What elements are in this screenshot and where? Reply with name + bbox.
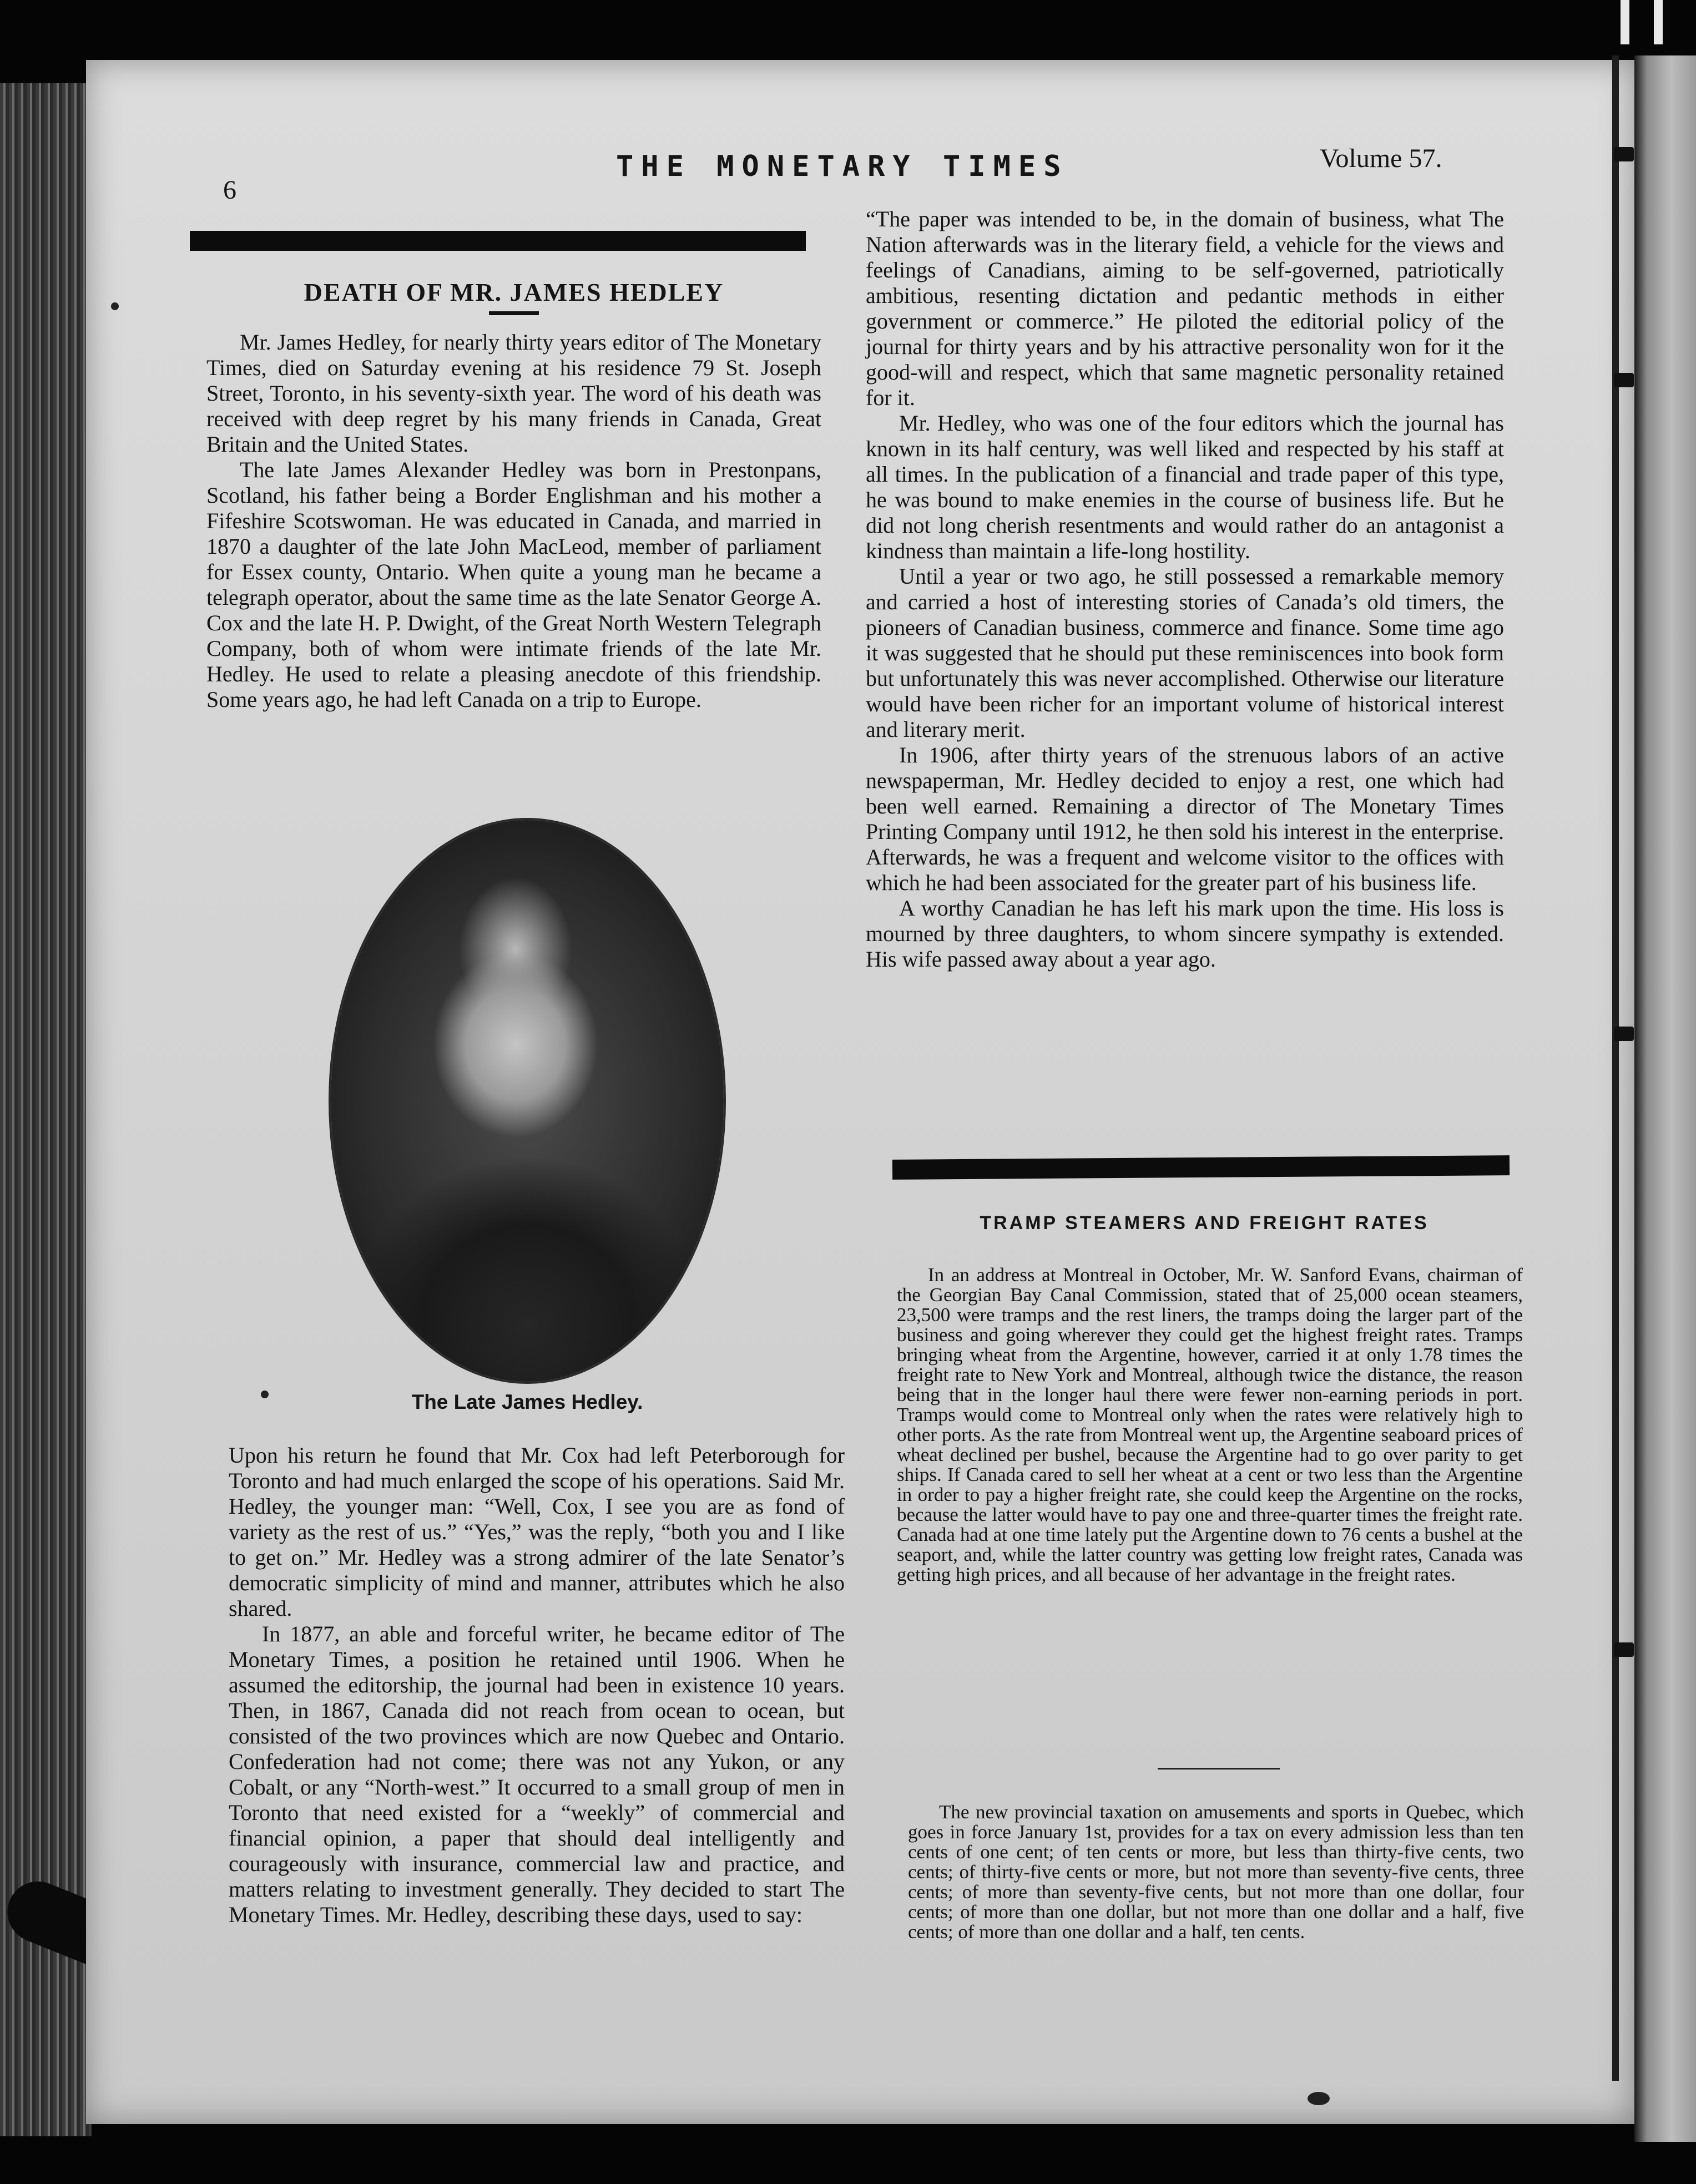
paragraph: In 1877, an able and forceful writer, he became editor of The Monetary Times, a position he retained until 1906. When he assumed the editorship, the journal had been in existence 10 years. Then, in 1867, Canada did not reach from ocean to ocean, but consisted of the two provinces which are now Quebec and Ontario. Confederation had not come; there was not any Yukon, or any Cobalt, or any “North-west.” It occurred to a small group of men in Toronto that need existed for a “weekly” of commercial and financial opinion, a paper that should deal intelligently and courageously with insurance, commercial law and practice, and matters relating to investment generally. They decided to start The Monetary Times. Mr. Hedley, describing these days, used to say: bbox=[229, 1621, 845, 1927]
article-column-right bbox=[866, 206, 1504, 972]
portrait-caption: The Late James Hedley. bbox=[411, 1391, 643, 1413]
article-headline-tramp-steamers: TRAMP STEAMERS AND FREIGHT RATES bbox=[980, 1212, 1429, 1233]
paragraph: A worthy Canadian he has left his mark upon the time. His loss is mourned by three daughters, to whom sincere sympathy is extended. His wife passed away about a year ago. bbox=[866, 896, 1504, 972]
ink-spot bbox=[261, 1391, 269, 1398]
paragraph: The late James Alexander Hedley was born in Prestonpans, Scotland, his father being a Border Englishman and his mother a Fifeshire Scotswoman. He was educated in Canada, and married in 1870 a daughter of the late John MacLeod, member of parliament for Essex county, Ontario. When quite a young man he became a telegraph operator, about the same time as the late Senator George A. Cox and the late H. P. Dwight, of the Great North Western Telegraph Company, both of whom were intimate friends of the late Mr. Hedley. He used to relate a pleasing anecdote of this friendship. Some years ago, he had left Canada on a trip to Europe. bbox=[206, 457, 821, 712]
next-page-edge bbox=[1634, 55, 1696, 2142]
volume-label: Volume 57. bbox=[1320, 144, 1442, 173]
paragraph: Mr. James Hedley, for nearly thirty years editor of The Monetary Times, died on Saturday evening at his residence 79 St. Joseph Street, Toronto, in his seventy-sixth year. The word of his death was received with deep regret by his many friends in Canada, Great Britain and the United States. bbox=[206, 330, 821, 457]
running-title: THE MONETARY TIMES bbox=[616, 150, 1069, 183]
paragraph: Until a year or two ago, he still possessed a remarkable memory and carried a host of interesting stories of Canada’s old timers, the pioneers of Canadian business, commerce and finance. Some time ago it was suggested that he should put these reminiscences into book form but unfortunately this was never accomplished. Otherwise our literature would have been richer for an important volume of historical interest and literary merit. bbox=[866, 564, 1504, 742]
book-page-edges bbox=[0, 83, 92, 2136]
paragraph: In 1906, after thirty years of the strenuous labors of an active newspaperman, Mr. Hedley decided to enjoy a rest, one which had been well earned. Remaining a director of The Monetary Times Printing Company until 1912, he then sold his interest in the enterprise. Afterwards, he was a frequent and welcome visitor to the offices with which he had been associated for the greater part of his business life. bbox=[866, 742, 1504, 895]
article-column-left bbox=[206, 277, 821, 712]
paragraph: In an address at Montreal in October, Mr. W. Sanford Evans, chairman of the Georgian Bay Canal Commission, stated that of 25,000 ocean steamers, 23,500 were tramps and the rest liners, the tramps doing the larger part of the business and going wherever they could get the highest freight rates. Tramps bringing wheat from the Argentine, however, carried it at only 1.78 times the freight rate to New York and Montreal, although twice the distance, the reason being that in the longer haul there were fewer non-earning periods in port. Tramps would come to Montreal only when the rates were relatively high to other ports. As the rate from Montreal went up, the Argentine seaboard prices of wheat declined per bushel, because the Argentine had to go over parity to get ships. If Canada cared to sell her wheat at a cent or two less than the Argentine in order to pay a higher freight rate, she could keep the Argentine on the rocks, because the latter would have to pay one and three-quarter times the freight rate. Canada had at one time lately put the Argentine down to 76 cents a bushel at the seaport, and, while the latter country was getting low freight rates, Canada was getting high prices, and all because of her advantage in the freight rates. bbox=[897, 1264, 1523, 1585]
portrait-photo bbox=[331, 820, 724, 1382]
article-divider bbox=[1158, 1768, 1280, 1770]
binding-mark bbox=[1614, 1642, 1634, 1657]
binding-mark bbox=[1614, 373, 1634, 387]
paragraph: Mr. Hedley, who was one of the four editors which the journal has known in its half century, was well liked and respected by his staff at all times. In the publication of a financial and trade paper of this type, he was bound to make enemies in the course of business life. But he did not long cherish resentments and would rather do an antagonist a kindness than maintain a life-long hostility. bbox=[866, 411, 1504, 563]
article-headline: DEATH OF MR. JAMES HEDLEY bbox=[304, 278, 724, 306]
binding-mark bbox=[1614, 147, 1634, 161]
page-number: 6 bbox=[223, 175, 236, 205]
ink-spot bbox=[1308, 2092, 1330, 2105]
paragraph: The new provincial taxation on amusements and sports in Quebec, which goes in force January 1st, provides for a tax on every admission less than ten cents of one cent; of ten cents or more, but less than thirty-five cents, two cents; of thirty-five cents or more, but not more than seventy-five cents, three cents; of more than seventy-five cents, but not more than one dollar, four cents; of more than one dollar, but not more than one dollar and a half, five cents; of more than one dollar and a half, ten cents. bbox=[908, 1801, 1524, 1943]
page-gutter-line bbox=[1612, 55, 1619, 2081]
section-rule-left bbox=[190, 231, 806, 251]
top-edge-mark bbox=[1654, 0, 1663, 44]
ink-spot bbox=[111, 302, 119, 310]
paragraph: “The paper was intended to be, in the domain of business, what The Nation afterwards was in the literary field, a vehicle for the views and feelings of Canadians, aiming to be self-governed, patriotically ambitious, resenting dictation and pedantic methods in either government or commerce.” He piloted the editorial policy of the journal for thirty years and by his attractive personality won for it the good-will and respect, which that same magnetic personality retained for it. bbox=[866, 206, 1504, 410]
headline-underline bbox=[489, 311, 539, 315]
article-quebec-tax bbox=[908, 1802, 1524, 1942]
article-tramp-steamers bbox=[897, 1265, 1523, 1585]
top-edge-mark bbox=[1621, 0, 1629, 44]
article-column-left-lower bbox=[229, 1443, 845, 1928]
paragraph: Upon his return he found that Mr. Cox had left Peterborough for Toronto and had much enlarged the scope of his operations. Said Mr. Hedley, the younger man: “Well, Cox, I see you are as fond of variety as the rest of us.” “Yes,” was the reply, “both you and I like to get on.” Mr. Hedley was a strong admirer of the late Senator’s democratic simplicity of mind and manner, attributes which he also shared. bbox=[229, 1443, 845, 1621]
binding-mark bbox=[1614, 1027, 1634, 1041]
